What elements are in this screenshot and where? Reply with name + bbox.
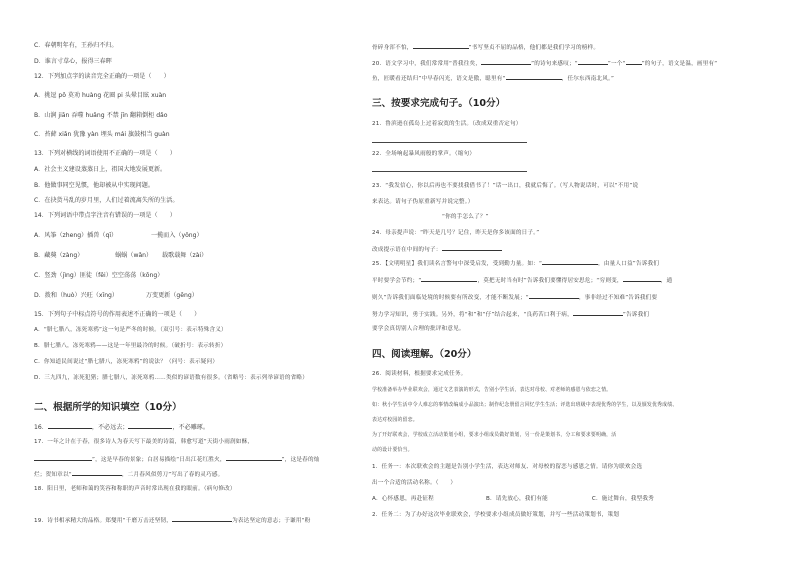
- q14-stem: 14．下列词语中带点字注音有错误的一项是（ ）: [34, 212, 176, 219]
- q14-option-a-word2: 一揽而入（yǒng）: [151, 232, 203, 239]
- q26-paragraph-5: 动的设计要恰当。: [372, 447, 413, 453]
- q14-option-b-word: B．藏獒（zàng）: [34, 252, 84, 259]
- q26-paragraph-2: 如：秋小学生活中令人难忘的事情改编成小品演出；制作纪念册留言回忆学生生活；评选出班级中表现优秀的学生，以及颁发优秀成绩、: [372, 402, 678, 408]
- q19: [34, 515, 311, 525]
- q13-option-a: A．社会主义建设蒸蒸日上，祖国大地发展更新。: [34, 166, 167, 173]
- q24-line2-text: 改成提示语在中间的句子：: [372, 247, 442, 253]
- q26-options: [372, 495, 654, 503]
- q25-line2: [372, 275, 672, 285]
- q15-option-b: B．腊七腊八，冻死寒鸦——这是一年里最冷的时候。（破折号：表示转折）: [34, 343, 227, 349]
- q17-blank-2[interactable]: [226, 454, 282, 461]
- q19-cont-a: 骨碎身浑不怕，: [372, 45, 413, 51]
- q17-blank-1[interactable]: [34, 454, 92, 461]
- q25-line4: [372, 309, 649, 319]
- q17-line2-c: ”，这是春的灿: [281, 457, 320, 463]
- q26-option-c[interactable]: C．施过舞台，我型我秀: [591, 496, 654, 502]
- q25-blank-3[interactable]: [623, 275, 661, 282]
- q17-line3: [34, 469, 223, 479]
- q26-paragraph-3: 表达对校园的留恋。: [372, 417, 418, 423]
- q19-blank-2[interactable]: [413, 42, 469, 49]
- q20-blank-3[interactable]: [626, 58, 642, 65]
- q23: 23．“我发信心，你以后再也不要找我借书了！”话一出口，我就后悔了。（写人物说话时，可以“不用”说: [372, 183, 639, 189]
- q20-c: ”一个“: [607, 61, 626, 67]
- q12-stem: 12．下列加点字的读音完全正确的一项是（ ）: [34, 73, 170, 80]
- q23-line2: 来表达。请句子伪原重新写并说完整。）: [372, 199, 474, 205]
- q15-option-c: C．你知道民间说过“腊七腊八，冻死寒鸦”的说法？（问号：表示疑问）: [34, 359, 219, 365]
- q14-option-d-word: D．拨和（huò）兴旺（xīng）: [34, 292, 119, 299]
- q24-line2: [372, 244, 502, 254]
- q11-option-c: C．春朝明年有，王孙归不归。: [34, 42, 118, 49]
- q25-blank-1[interactable]: [542, 258, 598, 265]
- q26-task-2: 2．任务二：为了办好这次毕业联欢会，学校要求小组成员做好策划，并写一些活动策划书，策划: [372, 512, 620, 518]
- q20-line2: [372, 73, 614, 83]
- q16-number: 16．: [34, 424, 48, 431]
- q19-text-b: 为表达坚定的意志；于谦用“粉: [232, 518, 311, 524]
- q25-line4-a: 努力学习知识，勇于实践。另外，将“和”和“仔”结合起来，“良药苦口利于病，: [372, 312, 573, 318]
- q15-stem: 15．下列句子中标点符号的作用表述不正确的一项是（ ）: [34, 311, 201, 318]
- q20-a: 20．语文学习中，我们常常用“普我往矣，: [372, 61, 482, 67]
- q23-line3: “你的手怎么了？”: [442, 214, 489, 220]
- q14-option-c: C．竖劲（jìng）匪徒（fěi）空空荡荡（kōng）: [34, 272, 164, 279]
- q26-task-1: 1．任务一：本次联欢会的主题是告别小学生活，表达对师友、对母校的留恋与感恩之情。请你为联欢会选: [372, 464, 643, 470]
- q14-option-a-word: A．风筝（zheng）插兽（qī）: [34, 232, 118, 239]
- q25-blank-5[interactable]: [573, 309, 623, 316]
- q26-option-a[interactable]: A．心怀感恩，再赴征程: [372, 496, 434, 502]
- q20-blank-1[interactable]: [481, 58, 531, 65]
- q14-option-a: [34, 232, 203, 240]
- q20: [372, 58, 717, 68]
- q17: 17．一年之计在于春，很多诗人为春天写下最美的诗篇，韩愈写道“天街小雨润如酥，: [34, 439, 254, 445]
- q25-line3-b: ，事非经过不知难”告诉我们要: [578, 295, 658, 301]
- q22: 22．全场响起暴风雨般的掌声。（缩句）: [372, 151, 476, 157]
- q15-option-d: D．三九四九，冻死犯猪；腊七腊八，冻死寒鸦……类似的谚语数有很多。（省略号：表示列举谚语的省略）: [34, 375, 309, 381]
- q25-line2-b: ，莫把无时当有时”告诉我们要懂得居安思危；“穷则变，: [477, 278, 623, 284]
- q19-cont-b: ”书写坚贞不屈的品格，他们都是我们学习的榜样。: [468, 45, 600, 51]
- q20-blank-4[interactable]: [506, 73, 562, 80]
- q20-blank-2[interactable]: [578, 58, 608, 65]
- q22-answer-line[interactable]: [372, 171, 527, 172]
- q17-line3-b: ，二月春风似剪刀”写出了春的灵巧感。: [121, 472, 224, 478]
- q21-answer-line[interactable]: [372, 142, 527, 143]
- q13-stem: 13．下列对横线的词语使用不正确的一项是（ ）: [34, 150, 176, 157]
- q16-blank-2[interactable]: [128, 422, 172, 429]
- q26: 26．阅读材料，根据要求完成任务。: [372, 371, 467, 377]
- q26-option-b[interactable]: B．请先放心，我们有能: [485, 496, 548, 502]
- q25-line4-b: ”告诉我们: [622, 312, 650, 318]
- q15-option-a: A．“腊七腊八，冻死寒鸦”这一句是严冬的时候。（双引号：表示特殊含义）: [34, 327, 227, 333]
- q17-line2: [34, 454, 320, 464]
- q16-blank-1[interactable]: [48, 422, 92, 429]
- section-3-title: 三、按要求完成句子。（10分）: [372, 98, 506, 109]
- q19-text: 19．诗书相承精大的品格。郑燮用“千磨万击还坚韧，: [34, 518, 173, 524]
- q14-option-b: [34, 252, 207, 260]
- q16-text-b: ，不必远去；: [91, 424, 129, 431]
- q25-line2-a: 平时要学会节约；“: [372, 278, 422, 284]
- q11-option-d: D．谁言寸草心，报得三春晖: [34, 58, 112, 65]
- q18: 18．阳日里，老师和蔼的笑容和称职的声音时常出现在我的眼前。（病句修改）: [34, 486, 236, 492]
- q26-paragraph-4: 为了开好联欢会，学校成立活动策划小组，要求小组成员做好策划，另一份是策划书，分工和要求要明确，活: [372, 432, 617, 438]
- q24: 24．母亲提声说：“昨天是几号？记住，昨天是你多该面的日子。”: [372, 230, 540, 236]
- q25-blank-2[interactable]: [421, 275, 477, 282]
- q17-blank-3[interactable]: [72, 469, 122, 476]
- q25-blank-4[interactable]: [529, 292, 579, 299]
- q17-line2-b: ”，这是早春的景象；白居易描绘“日出江花红胜火，: [92, 457, 226, 463]
- q25: [372, 258, 659, 268]
- q26-paragraph-1: 学校准备举办毕业联欢会，通过文艺表演的形式，告别小学生活，表达对母校、对老师的感恩与依恋之情。: [372, 387, 612, 393]
- q17-line3-a: 烂；贺知章以“: [34, 472, 72, 478]
- q20-b: ”的诗句来感叹；“: [531, 61, 578, 67]
- q12-option-b: B．山涧 jiān 吞噬 huǎng 不禁 jīn 翻箱倒柜 dǎo: [34, 112, 168, 119]
- q25-line3-a: 则久”告诉我们面临处境的时候要有所改变，才能不断发展；“: [372, 295, 529, 301]
- q14-option-d: [34, 292, 198, 300]
- q19-continued: [372, 42, 599, 52]
- q25-line2-c: ，通: [660, 278, 673, 284]
- q25-line5: 要学会真切别人合理的批评和意见。: [372, 326, 465, 332]
- q16-text-c: ，不必雕琢。: [172, 424, 209, 431]
- q26-task-1-line2: 出一个合适的活动名称。（ ）: [372, 480, 457, 486]
- q20-d: ”的句子，语文是温，画里有“: [641, 61, 718, 67]
- q13-option-c: C．在抉货马乱的岁月里，人们过着流离失所的生活。: [34, 197, 179, 204]
- section-2-title: 二、根据所学的知识填空（10分）: [34, 402, 182, 413]
- q16: [34, 422, 209, 432]
- q14-option-b-word3: 载歌载舞（zài）: [162, 252, 208, 259]
- q21: 21．鲁滨逊在孤岛上过着寂寞的生活。（改成双重否定句）: [372, 121, 522, 127]
- q20-line2-b: ，任尔东西南北风。”: [561, 76, 615, 82]
- q14-option-b-word2: 蜗蜗（wǎn）: [115, 252, 153, 259]
- section-4-title: 四、阅读理解。（20分）: [372, 349, 477, 360]
- q25-b: ，由量人口益”告诉我们: [598, 261, 660, 267]
- q25-line3: [372, 292, 657, 302]
- q14-option-d-word2: 万变更新（gēng）: [145, 292, 198, 299]
- q13-option-b: B．他做事同空见惯，他却被从中实现问题。: [34, 182, 154, 189]
- q12-option-c: C．苔藓 xiǎn 犹豫 yàn 埋头 mái 旗鼓相当 guàn: [34, 131, 170, 138]
- q20-line2-a: 鱼，匠暖看还结归”中早春闪光，语文是傲，聪里有“: [372, 76, 506, 82]
- q24-blank[interactable]: [442, 244, 502, 251]
- q25-a: 25．【文明明星】我们读名言警句中深受启发，受到勤力量。如：“: [372, 261, 543, 267]
- q12-option-a: A．挑逗 pō 莫劝 huàng 花圈 pi 头晕目眩 xuàn: [34, 92, 167, 99]
- q19-blank-1[interactable]: [172, 515, 232, 522]
